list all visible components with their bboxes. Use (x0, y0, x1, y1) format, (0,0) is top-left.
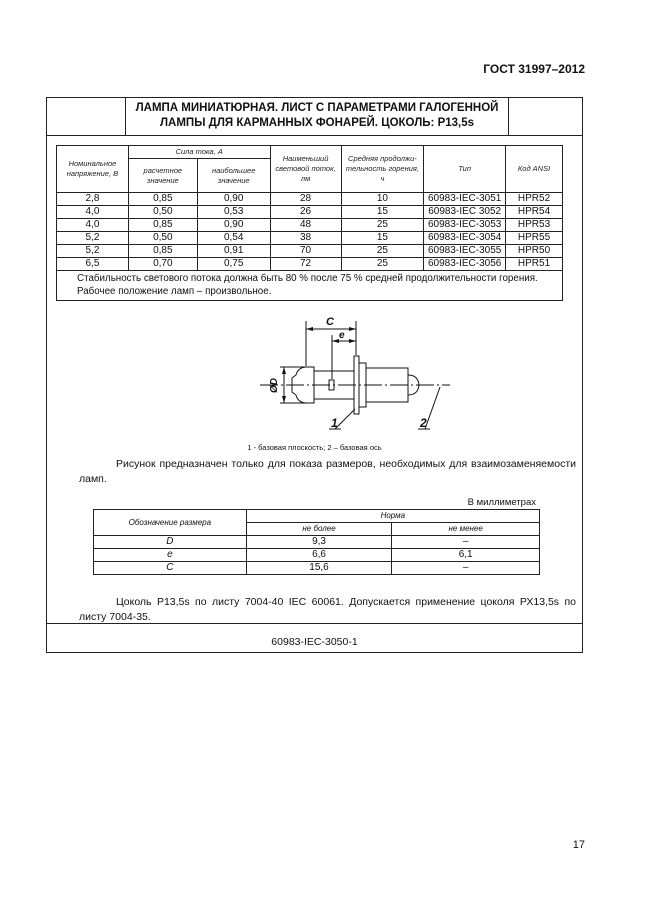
leader-2-line (425, 387, 440, 429)
col-norm: Норма (246, 510, 539, 523)
cell-ansi: HPR54 (506, 206, 563, 219)
cell-max: 6,6 (246, 549, 392, 562)
cell-current-max: 0,54 (197, 232, 270, 245)
header-right-cell (508, 98, 582, 135)
cell-voltage: 2,8 (57, 193, 129, 206)
col-life: Средняя продолжи-тельность горения, ч (341, 146, 424, 193)
cell-min: 6,1 (392, 549, 540, 562)
col-current-calc: расчетное значение (128, 159, 197, 193)
title-line-2: ЛАМПЫ ДЛЯ КАРМАННЫХ ФОНАРЕЙ. ЦОКОЛЬ: Р13,5s (159, 117, 475, 129)
col-current-max: наибольшее значение (197, 159, 270, 193)
cell-current-max: 0,90 (197, 193, 270, 206)
dimensions-table (93, 509, 540, 575)
cell-current-max: 0,91 (197, 245, 270, 258)
col-ansi: Код ANSI (506, 146, 563, 193)
label-c: C (326, 316, 334, 328)
dim-c-arrow-right (349, 327, 356, 331)
standard-code: ГОСТ 31997–2012 (483, 62, 585, 76)
cell-dimension: D (94, 536, 247, 549)
table-row (94, 549, 540, 562)
lamp-dimension-drawing (222, 311, 462, 441)
footer-divider (47, 623, 582, 624)
cell-current-calc: 0,85 (128, 245, 197, 258)
table-row (57, 245, 563, 258)
base-paragraph: Цоколь Р13,5s по листу 7004-40 IEC 60061. Допускается применение цоколя РХ13,5s по листу 7004-35. (79, 596, 576, 623)
page-number: 17 (572, 839, 585, 851)
cell-type: 60983-IEC-3053 (424, 219, 506, 232)
cell-type: 60983-IEC-3056 (424, 258, 506, 271)
cell-flux: 48 (270, 219, 341, 232)
cell-life: 25 (341, 258, 424, 271)
dim-d-arrow-bottom (282, 396, 286, 403)
col-type: Тип (424, 146, 506, 193)
col-not-more: не более (246, 523, 392, 536)
cell-max: 9,3 (246, 536, 392, 549)
figure-caption: 1 - базовая плоскость; 2 – базовая ось (247, 443, 382, 452)
cell-current-max: 0,53 (197, 206, 270, 219)
cell-flux: 26 (270, 206, 341, 219)
label-2: 2 (420, 416, 427, 430)
note-line-2: Рабочее положение ламп – произвольное. (77, 286, 272, 297)
cell-max: 15,6 (246, 562, 392, 575)
cell-current-max: 0,75 (197, 258, 270, 271)
col-flux: Наименьший световой поток, лм (270, 146, 341, 193)
col-not-less: не менее (392, 523, 540, 536)
label-d: ØD (269, 378, 280, 393)
header-left-cell (47, 98, 126, 135)
cell-life: 15 (341, 232, 424, 245)
cell-min: – (392, 536, 540, 549)
table-row (94, 536, 540, 549)
table-row (94, 562, 540, 575)
cell-dimension: e (94, 549, 247, 562)
dim-e-arrow-left (332, 339, 339, 343)
dim-d-arrow-top (282, 367, 286, 374)
cell-current-max: 0,90 (197, 219, 270, 232)
cell-current-calc: 0,50 (128, 232, 197, 245)
title-line-1: ЛАМПА МИНИАТЮРНАЯ. ЛИСТ С ПАРАМЕТРАМИ ГАЛОГЕННОЙ (135, 102, 499, 114)
cell-type: 60983-IEC-3051 (424, 193, 506, 206)
table-row (57, 193, 563, 206)
cell-type: 60983-IEC-3054 (424, 232, 506, 245)
col-voltage: Номинальное напряжение, В (57, 146, 129, 193)
cell-life: 25 (341, 219, 424, 232)
dim-e-arrow-right (349, 339, 356, 343)
lamp-parameters-table (56, 145, 563, 301)
col-current-group: Сила тока, А (128, 146, 270, 159)
cell-voltage: 5,2 (57, 245, 129, 258)
sheet-code: 60983-IEC-3050-1 (271, 636, 358, 648)
sheet-title (126, 101, 508, 131)
cell-current-calc: 0,85 (128, 219, 197, 232)
cell-life: 25 (341, 245, 424, 258)
cell-voltage: 6,5 (57, 258, 129, 271)
data-sheet-frame (46, 97, 583, 653)
cell-type: 60983-IEC-3055 (424, 245, 506, 258)
col-dimension-name: Обозначение размера (94, 510, 247, 536)
cell-ansi: HPR52 (506, 193, 563, 206)
cell-current-calc: 0,70 (128, 258, 197, 271)
cell-type: 60983-IEC 3052 (424, 206, 506, 219)
cell-flux: 28 (270, 193, 341, 206)
note-line-1: Стабильность светового потока должна быть 80 % после 75 % средней продолжительности горения. (77, 273, 538, 284)
cell-dimension: C (94, 562, 247, 575)
cell-voltage: 5,2 (57, 232, 129, 245)
cell-flux: 70 (270, 245, 341, 258)
cell-voltage: 4,0 (57, 206, 129, 219)
figure-note-paragraph: Рисунок предназначен только для показа размеров, необходимых для взаимозаменяемости ламп. (79, 458, 576, 485)
sheet-header (47, 98, 582, 136)
cell-ansi: HPR50 (506, 245, 563, 258)
cell-ansi: HPR51 (506, 258, 563, 271)
table-row (57, 258, 563, 271)
dim-c-arrow-left (306, 327, 313, 331)
cell-ansi: HPR55 (506, 232, 563, 245)
cell-ansi: HPR53 (506, 219, 563, 232)
table-note (57, 271, 563, 301)
cell-voltage: 4,0 (57, 219, 129, 232)
cell-flux: 72 (270, 258, 341, 271)
cell-current-calc: 0,85 (128, 193, 197, 206)
cell-life: 10 (341, 193, 424, 206)
table-row (57, 206, 563, 219)
cell-min: – (392, 562, 540, 575)
label-1: 1 (331, 416, 338, 430)
units-note: В миллиметрах (467, 497, 536, 508)
label-e: e (339, 330, 345, 341)
table-row (57, 219, 563, 232)
cell-life: 15 (341, 206, 424, 219)
cell-current-calc: 0,50 (128, 206, 197, 219)
table-row (57, 232, 563, 245)
leader-1-line (335, 409, 355, 429)
cell-flux: 38 (270, 232, 341, 245)
